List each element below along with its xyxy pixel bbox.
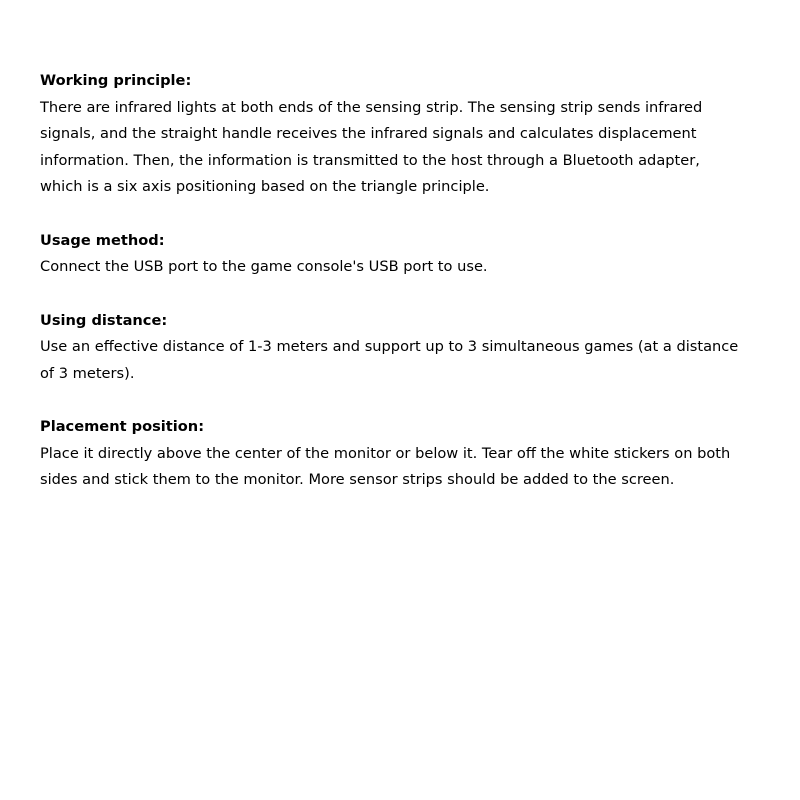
section-using-distance xyxy=(40,308,760,388)
section-heading: Placement position: xyxy=(40,418,205,435)
section-body: Use an effective distance of 1-3 meters and support up to 3 simultaneous games (at a distance of 3 meters). xyxy=(40,338,739,382)
section-body: There are infrared lights at both ends of the sensing strip. The sensing strip sends infrared signals, and the straight handle receives the infrared signals and calculates displacement information. Then, the information is transmitted to the host through a Bluetooth adapter, which is a six axis positioning based on the triangle principle. xyxy=(40,98,703,195)
section-heading: Working principle: xyxy=(40,72,192,89)
section-usage-method xyxy=(40,228,760,281)
section-placement-position xyxy=(40,414,760,494)
section-working-principle xyxy=(40,68,760,201)
section-body: Connect the USB port to the game console's USB port to use. xyxy=(40,258,488,275)
section-body: Place it directly above the center of the monitor or below it. Tear off the white stickers on both sides and stick them to the monitor. More sensor strips should be added to the screen. xyxy=(40,444,731,488)
section-heading: Usage method: xyxy=(40,231,165,249)
document-body xyxy=(40,68,760,521)
section-heading: Using distance: xyxy=(40,311,168,329)
